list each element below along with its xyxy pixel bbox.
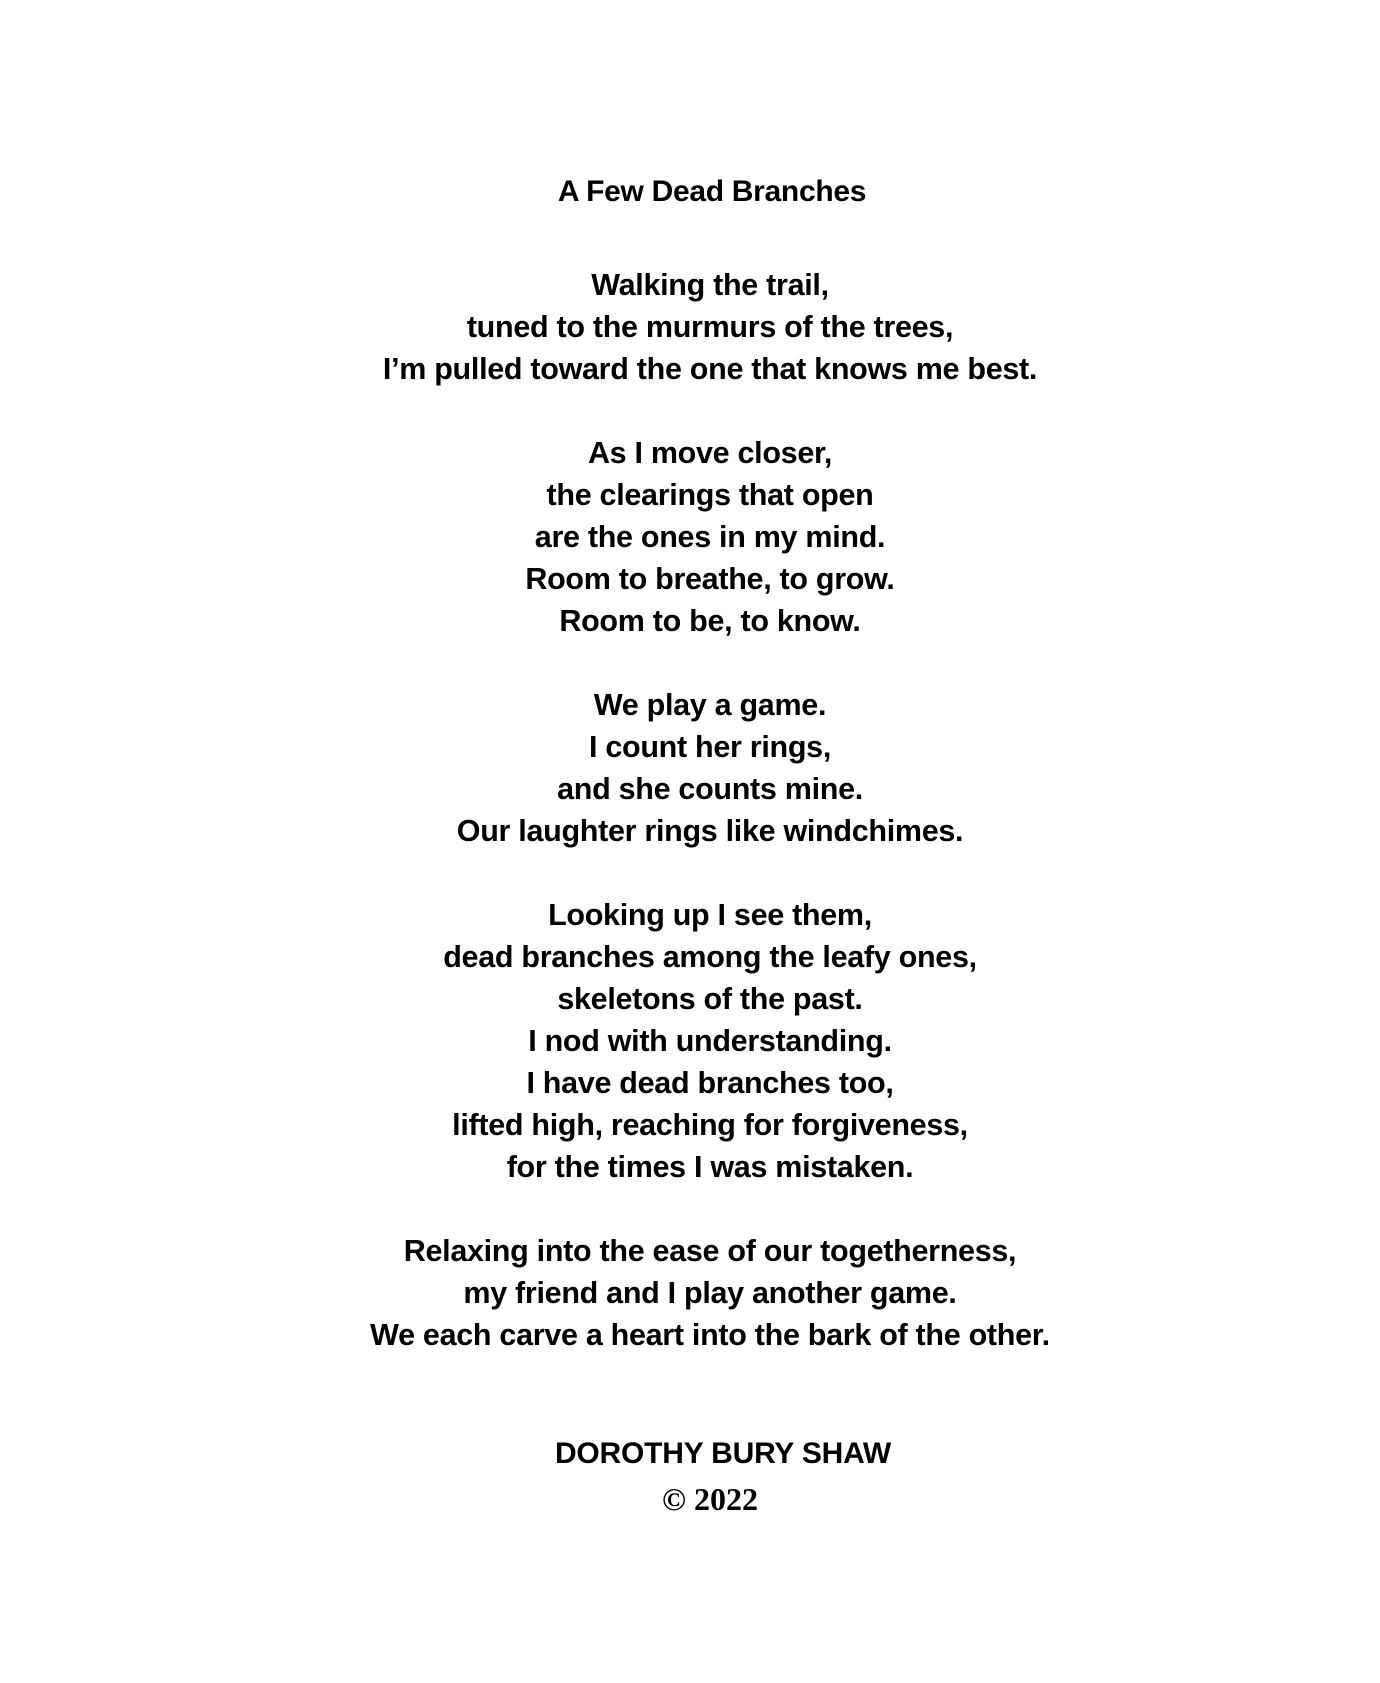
stanza-4 — [0, 894, 1380, 1188]
stanza-2 — [0, 432, 1380, 642]
poem-line: I nod with understanding. — [528, 1024, 892, 1058]
poem-line: I count her rings, — [588, 730, 831, 764]
poem-line: the clearings that open — [546, 478, 874, 512]
poem-line: dead branches among the leafy ones, — [443, 940, 977, 974]
poem-line: my friend and I play another game. — [463, 1276, 957, 1310]
poem-line: As I move closer, — [587, 436, 833, 470]
copyright-notice: © 2022 — [662, 1481, 758, 1517]
poem-line: Room to breathe, to grow. — [525, 562, 895, 596]
poem-line: lifted high, reaching for forgiveness, — [452, 1108, 968, 1142]
stanza-5 — [0, 1230, 1380, 1356]
poem-body — [0, 264, 1380, 1398]
poem-line: are the ones in my mind. — [534, 520, 886, 554]
poem-line: Looking up I see them, — [548, 898, 872, 932]
poem-line: tuned to the murmurs of the trees, — [466, 310, 954, 344]
stanza-3 — [0, 684, 1380, 852]
poem-line: skeletons of the past. — [557, 982, 863, 1016]
poem-line: I have dead branches too, — [526, 1066, 894, 1100]
poem-line: I’m pulled toward the one that knows me best. — [382, 352, 1038, 386]
poem-line: Walking the trail, — [591, 268, 829, 302]
poem-line: Room to be, to know. — [559, 604, 861, 638]
poem-title: A Few Dead Branches — [557, 175, 867, 208]
poem-line: We each carve a heart into the bark of the other. — [370, 1318, 1050, 1352]
author-name: DOROTHY BURY SHAW — [554, 1437, 892, 1470]
poem-line: We play a game. — [593, 688, 827, 722]
poem-line: Relaxing into the ease of our togetherness, — [403, 1234, 1017, 1268]
stanza-1 — [0, 264, 1380, 390]
poem-line: and she counts mine. — [557, 772, 863, 806]
poem-line: Our laughter rings like windchimes. — [456, 814, 964, 848]
poem-line: for the times I was mistaken. — [506, 1150, 914, 1184]
